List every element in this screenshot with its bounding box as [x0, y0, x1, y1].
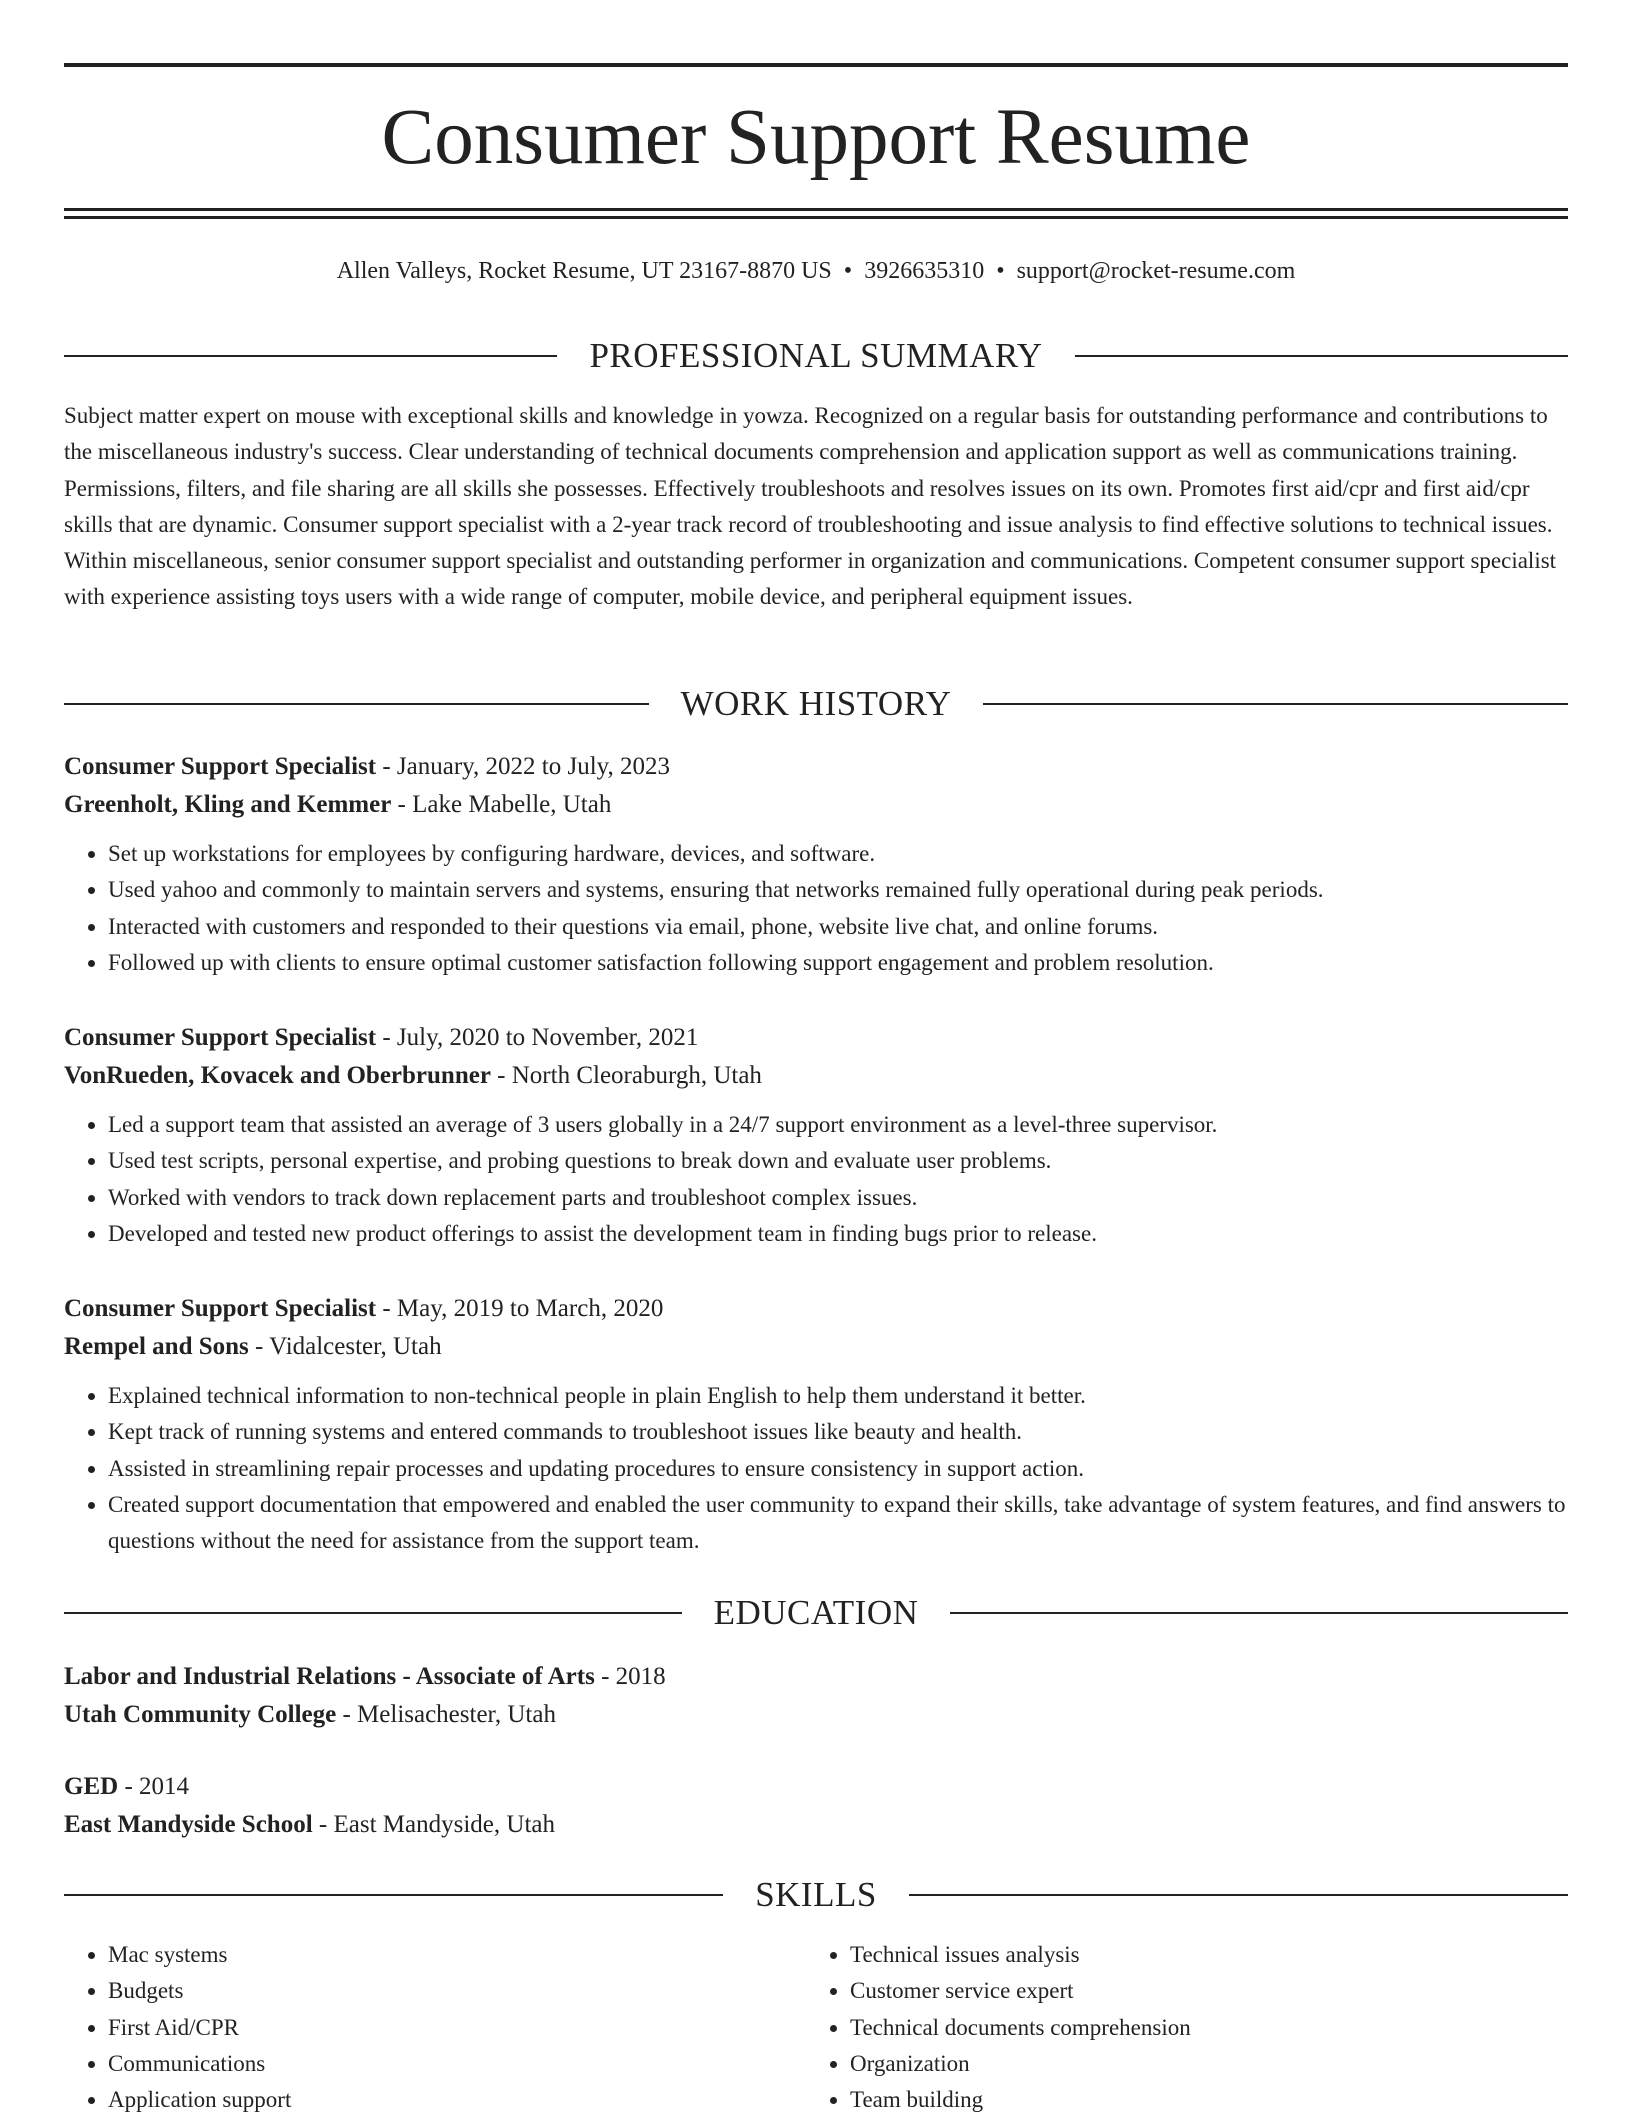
education-year: - 2014	[118, 1773, 190, 1800]
list-item: • Customer service expert	[850, 1973, 1548, 2009]
list-item: • Kept track of running systems and entered commands to troubleshoot issues like beauty and health.	[108, 1414, 1568, 1450]
list-item: • Set up workstations for employees by configuring hardware, devices, and software.	[108, 836, 1568, 872]
contact-line	[64, 254, 1568, 288]
section-heading-work	[64, 682, 1568, 726]
job-entry	[64, 748, 1568, 981]
job-bullets	[64, 836, 1568, 981]
list-item: • First Aid/CPR	[108, 2010, 806, 2046]
list-item: • Followed up with clients to ensure optimal customer satisfaction following support engagement and problem resolution.	[108, 945, 1568, 981]
heading-rule	[64, 355, 557, 357]
heading-rule	[64, 703, 649, 705]
job-title-line	[64, 1019, 1568, 1057]
contact-separator: •	[996, 258, 1005, 284]
heading-rule	[1075, 355, 1568, 357]
list-item: • Developed and tested new product offerings to assist the development team in finding bugs prior to release.	[108, 1216, 1568, 1252]
list-item: • Team building	[850, 2082, 1548, 2118]
job-company-line	[64, 1057, 1568, 1095]
job-title-line	[64, 748, 1568, 786]
job-title: Consumer Support Specialist	[64, 753, 377, 780]
education-location: - East Mandyside, Utah	[312, 1811, 555, 1838]
skills-columns	[64, 1937, 1568, 2118]
skills-list-left	[64, 1937, 806, 2118]
list-item: • Application support	[108, 2082, 806, 2118]
heading-rule	[909, 1894, 1568, 1896]
job-bullets	[64, 1378, 1568, 1559]
job-dates: - July, 2020 to November, 2021	[376, 1024, 699, 1051]
education-school-line	[64, 1806, 1568, 1844]
education-school: Utah Community College	[64, 1701, 337, 1728]
title-rule-lower	[64, 216, 1568, 219]
job-title: Consumer Support Specialist	[64, 1295, 377, 1322]
job-company: Greenholt, Kling and Kemmer	[64, 791, 392, 818]
list-item: • Technical documents comprehension	[850, 2010, 1548, 2046]
list-item: • Budgets	[108, 1973, 806, 2009]
list-item: • Explained technical information to non-technical people in plain English to help them understand it better.	[108, 1378, 1568, 1414]
list-item: • Worked with vendors to track down replacement parts and troubleshoot complex issues.	[108, 1180, 1568, 1216]
education-degree: Labor and Industrial Relations - Associate of Arts	[64, 1663, 595, 1690]
heading-rule	[64, 1612, 682, 1614]
top-rule	[64, 63, 1568, 67]
list-item: • Technical issues analysis	[850, 1937, 1548, 1973]
education-school-line	[64, 1696, 1568, 1734]
section-title: PROFESSIONAL SUMMARY	[589, 336, 1043, 375]
section-title: WORK HISTORY	[680, 684, 952, 723]
section-heading-summary	[64, 334, 1568, 378]
list-item: • Used test scripts, personal expertise, and probing questions to break down and evaluate user problems.	[108, 1143, 1568, 1179]
heading-rule	[64, 1894, 723, 1896]
job-bullets	[64, 1107, 1568, 1252]
list-item: • Organization	[850, 2046, 1548, 2082]
job-title-line	[64, 1290, 1568, 1328]
job-entry	[64, 1290, 1568, 1559]
education-entry	[64, 1658, 1568, 1734]
job-location: - North Cleoraburgh, Utah	[490, 1062, 762, 1089]
job-location: - Vidalcester, Utah	[248, 1333, 442, 1360]
education-degree: GED	[64, 1773, 119, 1800]
section-heading-education	[64, 1591, 1568, 1635]
contact-separator: •	[843, 258, 853, 284]
contact-address: Allen Valleys, Rocket Resume, UT 23167-8870 US	[336, 258, 832, 284]
list-item: • Assisted in streamlining repair processes and updating procedures to ensure consistency in support action.	[108, 1451, 1568, 1487]
section-heading-skills	[64, 1873, 1568, 1917]
list-item: • Interacted with customers and responded to their questions via email, phone, website live chat, and online forums.	[108, 909, 1568, 945]
title-rule-upper	[64, 208, 1568, 211]
summary-paragraph: Subject matter expert on mouse with exceptional skills and knowledge in yowza. Recognized on a regular basis for outstanding performance and contributions to the miscellaneous industry's success. Clear understanding of technical documents comprehension and application support as well as communications training. Permissions, filters, and file sharing are all skills she possesses. Effectively troubleshoots and resolves issues on its own. Promotes first aid/cpr and first aid/cpr skills that are dynamic. Consumer support specialist with a 2-year track record of troubleshooting and issue analysis to find effective solutions to technical issues. Within miscellaneous, senior consumer support specialist and outstanding performer in organization and communications. Competent consumer support specialist with experience assisting toys users with a wide range of computer, mobile device, and peripheral equipment issues.	[64, 403, 1557, 610]
skills-list-right	[806, 1937, 1548, 2118]
education-degree-line	[64, 1768, 1568, 1806]
education-school: East Mandyside School	[64, 1811, 313, 1838]
education-year: - 2018	[594, 1663, 666, 1690]
contact-email: support@rocket-resume.com	[1016, 258, 1296, 284]
job-company-line	[64, 786, 1568, 824]
list-item: • Created support documentation that empowered and enabled the user community to expand their skills, take advantage of system features, and find answers to questions without the need for assistance from the support team.	[108, 1487, 1568, 1560]
education-location: - Melisachester, Utah	[336, 1701, 556, 1728]
list-item: • Mac systems	[108, 1937, 806, 1973]
section-title: EDUCATION	[713, 1593, 919, 1632]
heading-rule	[983, 703, 1568, 705]
heading-rule	[950, 1612, 1568, 1614]
job-dates: - January, 2022 to July, 2023	[376, 753, 671, 780]
education-entry	[64, 1768, 1568, 1844]
contact-phone: 3926635310	[864, 258, 985, 284]
job-company: VonRueden, Kovacek and Oberbrunner	[64, 1062, 491, 1089]
job-title: Consumer Support Specialist	[64, 1024, 377, 1051]
job-dates: - May, 2019 to March, 2020	[376, 1295, 664, 1322]
section-title: SKILLS	[755, 1875, 877, 1914]
job-location: - Lake Mabelle, Utah	[391, 791, 612, 818]
job-entry	[64, 1019, 1568, 1252]
list-item: • Used yahoo and commonly to maintain servers and systems, ensuring that networks remained fully operational during peak periods.	[108, 872, 1568, 908]
list-item: • Communications	[108, 2046, 806, 2082]
job-company: Rempel and Sons	[64, 1333, 249, 1360]
education-degree-line	[64, 1658, 1568, 1696]
list-item: • Led a support team that assisted an average of 3 users globally in a 24/7 support environment as a level-three supervisor.	[108, 1107, 1568, 1143]
resume-title: Consumer Support Resume	[381, 94, 1251, 181]
job-company-line	[64, 1328, 1568, 1366]
